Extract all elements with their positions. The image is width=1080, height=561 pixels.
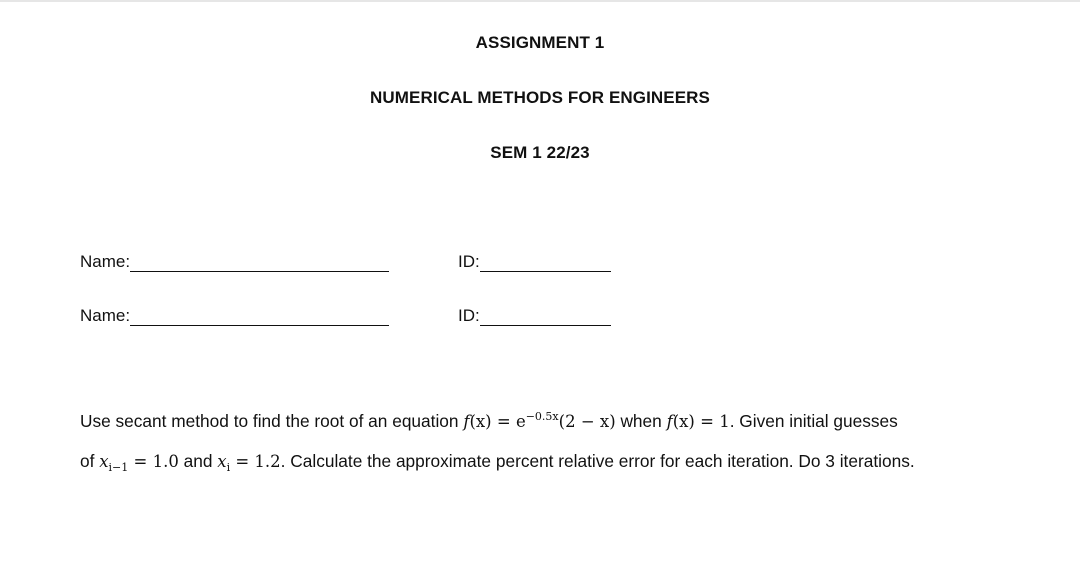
x-curr-guess bbox=[217, 452, 281, 474]
eq-tail: (2 − x) bbox=[558, 412, 616, 431]
id-blank-line[interactable] bbox=[480, 253, 611, 272]
name-field-2 bbox=[80, 306, 389, 326]
eq-f: f bbox=[463, 412, 470, 431]
top-border bbox=[0, 0, 1080, 2]
id-label: ID: bbox=[458, 252, 480, 271]
problem-text: . Given initial guesses bbox=[729, 411, 898, 431]
x-var: x bbox=[99, 452, 109, 471]
name-field-1 bbox=[80, 252, 389, 272]
assignment-title: ASSIGNMENT 1 bbox=[475, 33, 605, 52]
course-title: NUMERICAL METHODS FOR ENGINEERS bbox=[370, 88, 710, 107]
id-field-2 bbox=[458, 306, 611, 326]
id-field-1 bbox=[458, 252, 611, 272]
id-blank-line[interactable] bbox=[480, 307, 611, 326]
problem-text: . Calculate the approximate percent relative error for each iteration. Do 3 iterations. bbox=[280, 451, 915, 471]
name-label: Name: bbox=[80, 306, 131, 325]
eq-exponent: −0.5x bbox=[525, 410, 559, 423]
x-prev-val: = 1.0 bbox=[128, 452, 179, 471]
cond-f: f bbox=[666, 412, 673, 431]
problem-text: when bbox=[620, 411, 667, 431]
equation bbox=[463, 412, 615, 431]
eq-x: (x) bbox=[469, 412, 492, 431]
x-var: x bbox=[217, 452, 227, 471]
x-curr-sub: i bbox=[226, 461, 231, 474]
problem-text: Use secant method to find the root of an equation bbox=[80, 411, 464, 431]
problem-text: of bbox=[80, 451, 100, 471]
semester-label: SEM 1 22/23 bbox=[490, 143, 590, 162]
x-prev-sub: i−1 bbox=[108, 461, 129, 474]
cond-value: = 1 bbox=[694, 412, 730, 431]
problem-text: and bbox=[178, 451, 218, 471]
problem-line-2 bbox=[80, 451, 1010, 472]
name-blank-line[interactable] bbox=[130, 307, 389, 326]
id-label: ID: bbox=[458, 306, 480, 325]
problem-line-1 bbox=[80, 411, 1010, 432]
cond-x: (x) bbox=[672, 412, 695, 431]
eq-equals-e: = e bbox=[491, 412, 526, 431]
x-prev-guess bbox=[99, 452, 179, 474]
name-label: Name: bbox=[80, 252, 131, 271]
name-blank-line[interactable] bbox=[130, 253, 389, 272]
condition bbox=[667, 412, 730, 431]
x-curr-val: = 1.2 bbox=[230, 452, 281, 471]
